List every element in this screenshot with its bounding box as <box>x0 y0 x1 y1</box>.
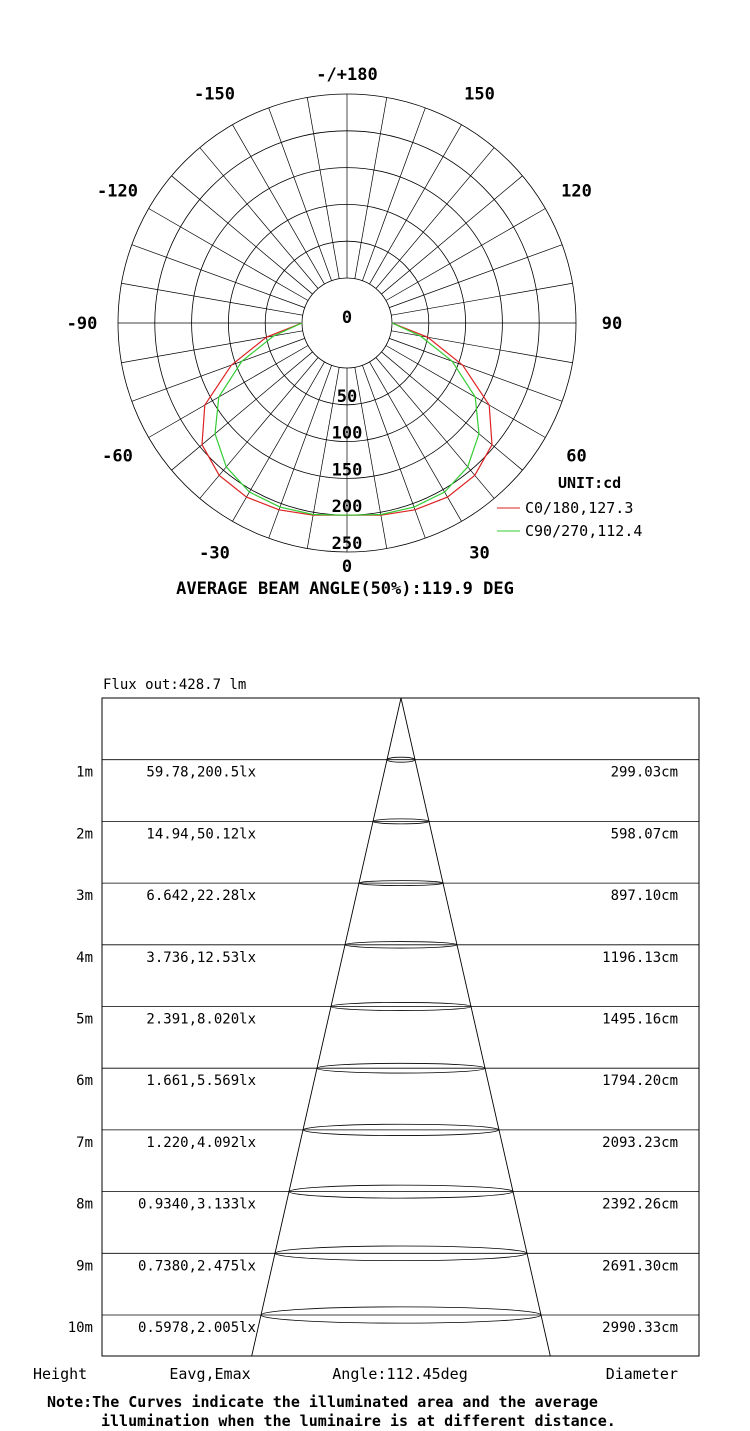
angle-spoke <box>355 367 387 548</box>
row-height-label: 5m <box>76 1011 93 1028</box>
angle-spoke <box>132 338 305 401</box>
row-height-label: 3m <box>76 888 93 905</box>
cone-edge-left <box>252 698 401 1356</box>
angle-spoke <box>200 357 318 498</box>
row-illuminance: 3.736,12.53lx <box>146 949 256 966</box>
angle-spoke <box>132 245 305 308</box>
row-diameter: 1196.13cm <box>602 949 678 966</box>
angle-label: 150 <box>464 84 495 105</box>
angle-spoke <box>362 365 425 538</box>
row-illuminance: 14.94,50.12lx <box>146 826 256 843</box>
beam-cone <box>252 698 551 1356</box>
polar-legend <box>497 474 642 540</box>
row-height-label: 8m <box>76 1196 93 1213</box>
illuminance-table <box>33 677 699 1430</box>
note-line-2: illumination when the luminaire is at different distance. <box>101 1412 616 1430</box>
angle-spoke <box>376 148 494 289</box>
row-height-label: 7m <box>76 1134 93 1151</box>
angle-label: 0 <box>341 557 353 577</box>
radial-label: 0 <box>341 308 353 328</box>
row-height-label: 1m <box>76 764 93 781</box>
diameter-column-label: Diameter <box>605 1365 678 1383</box>
radial-label: 100 <box>331 423 363 444</box>
angle-spoke <box>200 148 318 289</box>
angle-label: -30 <box>199 543 230 564</box>
row-height-label: 2m <box>76 826 93 843</box>
row-illuminance: 0.9340,3.133lx <box>137 1196 256 1213</box>
radial-label: 50 <box>336 386 358 407</box>
angle-spoke <box>121 283 302 315</box>
row-illuminance: 6.642,22.28lx <box>146 888 256 905</box>
legend-label-c90: C90/270,112.4 <box>525 522 643 540</box>
angle-label: -150 <box>194 84 235 105</box>
row-illuminance: 59.78,200.5lx <box>146 764 256 781</box>
row-illuminance: 0.7380,2.475lx <box>137 1258 256 1275</box>
angle-spoke <box>355 97 387 278</box>
row-height-label: 9m <box>76 1258 93 1275</box>
table-rows <box>68 760 699 1336</box>
flux-out-label: Flux out:428.7 lm <box>103 677 247 693</box>
angle-spoke <box>362 108 425 281</box>
angle-label: 120 <box>561 181 592 202</box>
cone-edge-right <box>401 698 550 1356</box>
radial-label: 250 <box>331 534 363 554</box>
table-footer <box>33 1365 678 1383</box>
row-diameter: 897.10cm <box>610 888 678 905</box>
polar-radial-labels <box>332 308 363 554</box>
polar-intensity-chart <box>67 65 643 599</box>
angle-spoke <box>381 176 522 294</box>
angle-label: 60 <box>566 446 587 467</box>
row-illuminance: 1.661,5.569lx <box>146 1073 256 1090</box>
unit-label: UNIT:cd <box>558 474 622 492</box>
row-illuminance: 2.391,8.020lx <box>146 1011 256 1028</box>
row-height-label: 6m <box>76 1073 93 1090</box>
row-illuminance: 0.5978,2.005lx <box>137 1320 256 1336</box>
angle-spoke <box>389 338 562 401</box>
row-diameter: 2392.26cm <box>602 1196 678 1213</box>
angle-spoke <box>172 352 313 470</box>
row-diameter: 2691.30cm <box>602 1258 678 1275</box>
angle-spoke <box>376 357 494 498</box>
angle-spoke <box>172 176 313 294</box>
row-diameter: 1495.16cm <box>602 1011 678 1028</box>
angle-label: -60 <box>102 446 133 467</box>
angle-spoke <box>307 97 339 278</box>
angle-spoke <box>391 283 572 315</box>
note-line-1: Note:The Curves indicate the illuminated area and the average <box>47 1393 598 1411</box>
row-diameter: 598.07cm <box>610 826 678 843</box>
angle-spoke <box>269 108 332 281</box>
angle-label: -90 <box>66 314 98 334</box>
beam-angle-caption: AVERAGE BEAM ANGLE(50%):119.9 DEG <box>176 579 514 599</box>
radial-label: 200 <box>331 497 363 518</box>
angle-spoke <box>381 352 522 470</box>
legend-label-c0: C0/180,127.3 <box>525 499 634 517</box>
row-diameter: 299.03cm <box>610 764 678 781</box>
row-height-label: 10m <box>67 1320 93 1336</box>
angle-label: -120 <box>97 181 138 202</box>
row-illuminance: 1.220,4.092lx <box>146 1134 256 1151</box>
row-diameter: 2093.23cm <box>602 1134 678 1151</box>
row-diameter: 1794.20cm <box>602 1073 678 1090</box>
beam-angle-label: Angle:112.45deg <box>332 1365 468 1383</box>
height-column-label: Height <box>33 1365 88 1383</box>
row-height-label: 4m <box>76 949 93 966</box>
angle-label: 90 <box>601 314 623 334</box>
row-diameter: 2990.33cm <box>602 1320 678 1336</box>
angle-spoke <box>269 365 332 538</box>
angle-label: 30 <box>469 543 490 564</box>
angle-spoke <box>389 245 562 308</box>
radial-label: 150 <box>331 460 363 481</box>
angle-spoke <box>307 367 339 548</box>
angle-label: -/+180 <box>316 65 378 85</box>
eavg-column-label: Eavg,Emax <box>169 1365 251 1383</box>
